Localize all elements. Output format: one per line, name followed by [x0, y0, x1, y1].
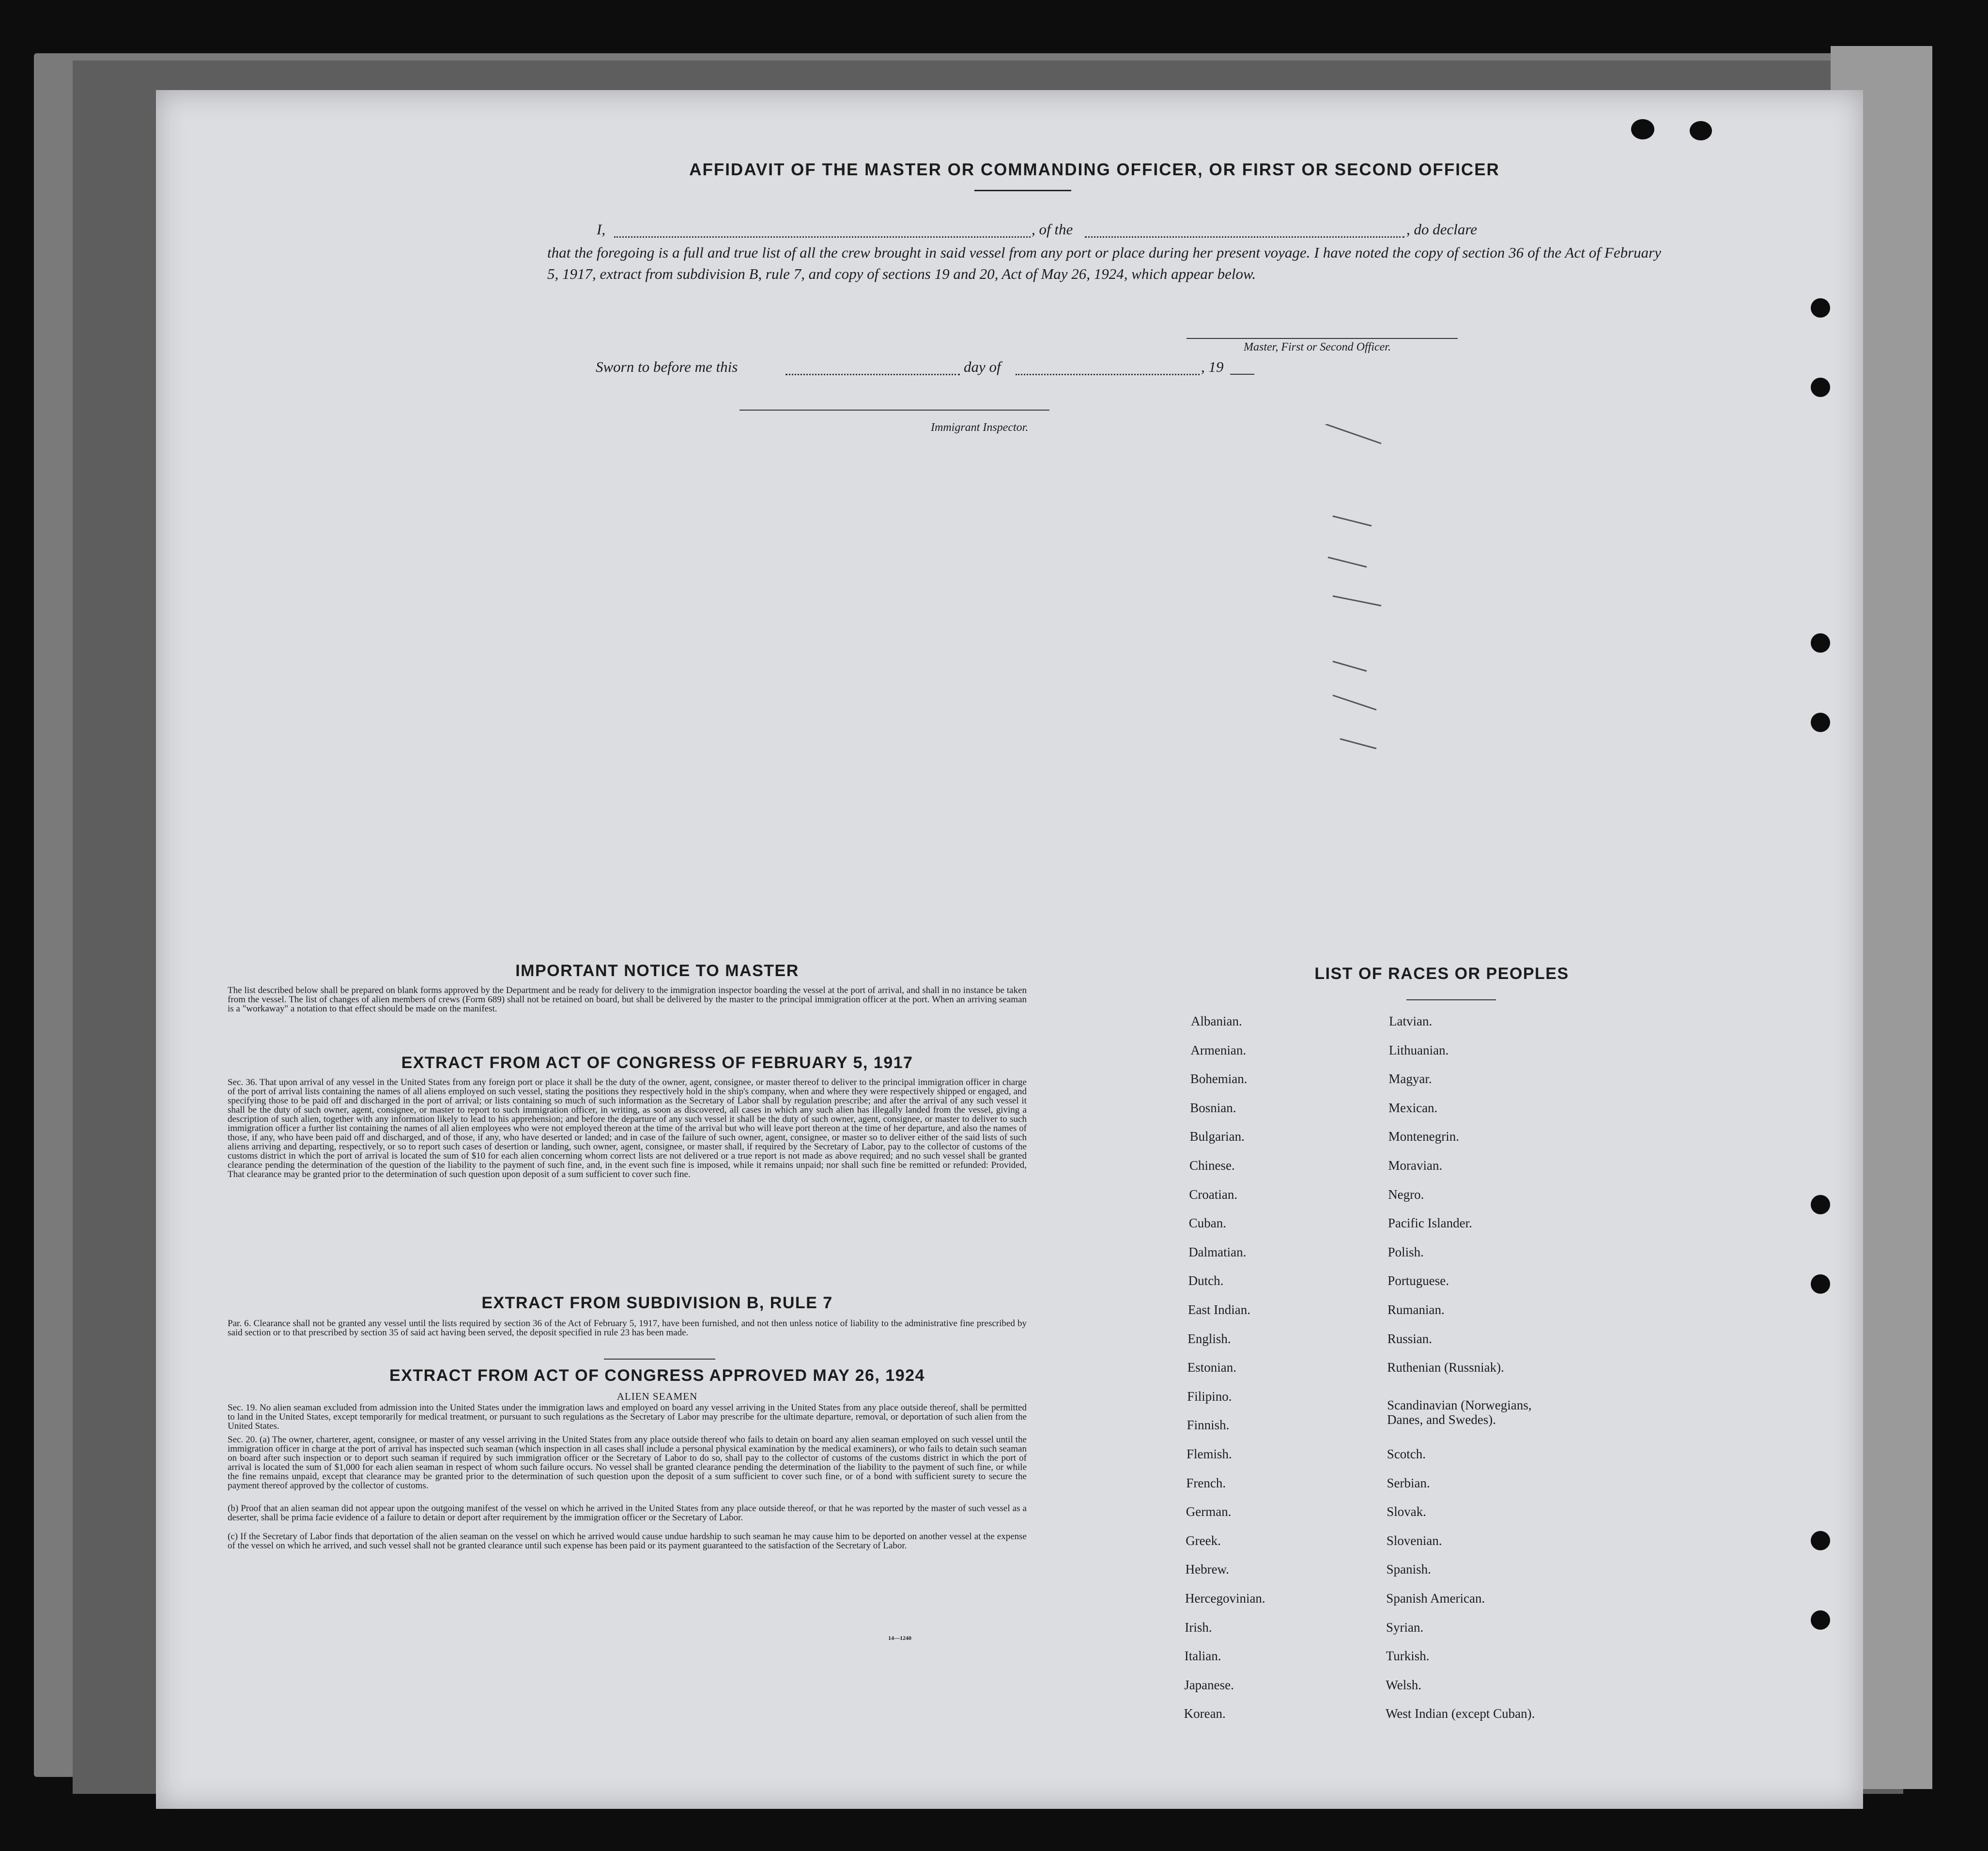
race-item: Finnish. — [1187, 1418, 1230, 1433]
sec20b-text: (b) Proof that an alien seaman did not appear upon the outgoing manifest of the vessel on which he arrived in the United States from any place outside thereof, or that he was reported by the master of such vessel as a deserter, shall be prima facie evidence of a failure to detain or deport after requirement by the immigration officer or the Secretary of Labor. — [228, 1503, 1027, 1523]
race-item: Albanian. — [1191, 1014, 1242, 1028]
punch-hole — [1811, 633, 1830, 653]
punch-hole — [1811, 1610, 1830, 1630]
extract-1924-title: EXTRACT FROM ACT OF CONGRESS APPROVED MAY 26, 1924 — [389, 1366, 925, 1385]
race-item: Cuban. — [1188, 1216, 1227, 1231]
form-number: 14—1240 — [888, 1635, 911, 1641]
race-item: Croatian. — [1189, 1187, 1238, 1202]
master-signature-line[interactable] — [1187, 338, 1458, 339]
punch-hole — [1811, 378, 1830, 397]
race-item: Scotch. — [1387, 1447, 1426, 1461]
sworn-year-field[interactable] — [1230, 374, 1254, 375]
race-item: French. — [1186, 1475, 1226, 1490]
day-of-label: day of — [964, 358, 1001, 375]
race-item: Dutch. — [1188, 1273, 1224, 1288]
race-item: Filipino. — [1187, 1389, 1232, 1404]
race-item: Dalmatian. — [1188, 1244, 1247, 1259]
declaration-text: that the foregoing is a full and true list of all the crew brought in said vessel from any port or place during her present voyage. I have noted the copy of section 36 of the Act of February 5, 1917, extract from subdivision B, rule 7, and copy of sections 19 and 20, Act of May 26, 1924, which appear below. — [547, 244, 1661, 282]
race-item: Hebrew. — [1185, 1562, 1230, 1577]
race-item: Polish. — [1387, 1244, 1424, 1259]
inspector-label: Immigrant Inspector. — [931, 421, 1029, 434]
race-item: Portuguese. — [1387, 1273, 1449, 1288]
document-page — [156, 90, 1863, 1809]
punch-hole — [1811, 1531, 1830, 1550]
extract-1917-text: Sec. 36. That upon arrival of any vessel in the United States from any foreign port or place it shall be the duty of the owner, agent, consignee, or master thereof to deliver to the principal immigration officer in charge of the port of arrival lists containing the names of all aliens employed on such vessel, stating the positions they respectively hold in the ship's company, when and where they were respectively shipped or engaged, and specifying those to be paid off and discharged in the port of arrival; or lists containing so much of such information as the Secretary of Labor shall by regulation prescribe; and after the arrival of any such vessel it shall be the duty of such owner, agent, consignee, or master to report to such immigration officer, in writing, as soon as discovered, all cases in which any such alien has illegally landed from the vessel, giving a description of such alien, together with any information likely to lead to his apprehension; and before the departure of any such vessel it shall be the duty of such owner, agent, consignee, or master to deliver to such immigration officer a further list containing the names of all alien employees who were not employed thereon at the time of the arrival but who will leave port thereon at the time of her departure, and also the names of those, if any, who have been paid off and discharged, and of those, if any, who have deserted or landed; and in case of the failure of such owner, agent, consignee, or master so to deliver either of the said lists of such aliens arriving and departing, respectively, or so to report such cases of desertion or landing, such owner, agent, consignee, or master shall, if required by the Secretary of Labor, pay to the collector of customs of the customs district in which the port of arrival is located the sum of $10 for each alien concerning whom correct lists are not delivered or a true report is not made as above required; and no such vessel shall be granted clearance pending the determination of the question of the liability to the payment of such fine, and, in the event such fine is imposed, while it remains unpaid; nor shall such fine be remitted or refunded: Provided, That clearance may be granted prior to the determination of such question upon deposit of a sum sufficient to cover such fine. — [228, 1077, 1027, 1179]
race-item: Mexican. — [1388, 1100, 1438, 1115]
punch-hole — [1811, 713, 1830, 732]
race-item: Bosnian. — [1190, 1100, 1236, 1115]
sworn-month-field[interactable] — [1016, 374, 1200, 375]
race-item: Rumanian. — [1387, 1302, 1445, 1317]
notice-text: The list described below shall be prepared on blank forms approved by the Department and be ready for delivery to the immigration inspector boarding the vessel at the port of arrival, and shall in no instance be taken from the vessel. The list of changes of alien members of crews (Form 689) shall not be retained on board, but shall be delivered by the master to the principal immigration officer at the port. When an arriving seaman is a "workaway" a notation to that effect should be made on the manifest. — [228, 985, 1027, 1014]
race-item: English. — [1187, 1331, 1231, 1346]
declarant-name-field[interactable] — [614, 236, 1031, 238]
race-item: Pacific Islander. — [1387, 1216, 1472, 1231]
sec19-text: Sec. 19. No alien seaman excluded from admission into the United States under the immigration laws and employed on board any vessel arriving in the United States from any place outside thereof, shall be permitted to land in the United States, except temporarily for medical treatment, or pursuant to such regulations as the Secretary of Labor may prescribe for the ultimate departure, removal, or deportation of such alien from the United States. — [228, 1403, 1027, 1431]
race-item: Moravian. — [1388, 1158, 1443, 1173]
race-item: Welsh. — [1386, 1677, 1421, 1692]
race-item: Scandinavian (Norwegians, Danes, and Swedes). — [1387, 1397, 1532, 1427]
do-declare-label: , do declare — [1406, 221, 1478, 238]
rule7-title: EXTRACT FROM SUBDIVISION B, RULE 7 — [481, 1294, 833, 1312]
race-item: Estonian. — [1187, 1360, 1237, 1375]
title-underline — [974, 190, 1071, 191]
race-item: Slovak. — [1387, 1504, 1426, 1519]
master-signature-label: Master, First or Second Officer. — [1244, 341, 1391, 353]
notice-title: IMPORTANT NOTICE TO MASTER — [515, 962, 799, 980]
race-item: Japanese. — [1184, 1677, 1234, 1692]
section-divider — [604, 1359, 715, 1360]
vessel-name-field[interactable] — [1085, 236, 1404, 238]
race-item: Bohemian. — [1190, 1071, 1248, 1086]
punch-hole — [1631, 119, 1654, 139]
sworn-label: Sworn to before me this — [596, 358, 738, 375]
race-item: Syrian. — [1386, 1620, 1424, 1635]
year-label: , 19 — [1201, 358, 1224, 375]
declarant-label: I, — [597, 221, 606, 238]
races-title-underline — [1406, 999, 1496, 1000]
punch-hole — [1690, 121, 1712, 140]
race-item: Latvian. — [1389, 1014, 1433, 1028]
race-item: Spanish. — [1386, 1562, 1431, 1577]
punch-hole — [1811, 298, 1830, 318]
race-item: Korean. — [1184, 1706, 1226, 1721]
sec20a-text: Sec. 20. (a) The owner, charterer, agent, consignee, or master of any vessel arriving in the United States from any place outside thereof who fails to detain on board any alien seaman employed on such vessel until the immigration officer in charge at the port of arrival has inspected such seaman (which inspection in all cases shall include a personal physical examination by the medical examiners), or who fails to detain such seaman on board after such inspection or to deport such seaman if required by such immigration officer or the Secretary of Labor to do so, shall pay to the collector of customs of the customs district in which the port of arrival is located the sum of $1,000 for each alien seaman in respect of whom such failure occurs. No vessel shall be granted clearance pending the determination of the liability to the payment of such fine, or while the fine remains unpaid, except that clearance may be granted prior to the determination of such question upon the deposit of a sum sufficient to cover such fine, or of a bond with sufficient surety to secure the payment thereof approved by the collector of customs. — [228, 1435, 1027, 1491]
race-item: East Indian. — [1188, 1302, 1250, 1317]
race-item: Lithuanian. — [1388, 1042, 1449, 1057]
race-item: Serbian. — [1387, 1475, 1430, 1490]
race-item: Irish. — [1185, 1620, 1212, 1635]
race-item: West Indian (except Cuban). — [1386, 1706, 1535, 1721]
sworn-day-field[interactable] — [786, 374, 960, 375]
inspector-signature-line[interactable] — [740, 410, 1049, 411]
rule7-text: Par. 6. Clearance shall not be granted any vessel until the lists required by section 36 of the Act of February 5, 1917, have been furnished, and not then unless notice of liability to the administrative fine prescribed by said section or to that prescribed by section 35 of said act having been served, the deposit specified in rule 23 has been made. — [228, 1318, 1027, 1338]
race-item: Chinese. — [1189, 1158, 1235, 1173]
alien-seamen-subtitle: ALIEN SEAMEN — [616, 1391, 698, 1402]
race-item: Magyar. — [1388, 1071, 1432, 1086]
race-item: Turkish. — [1386, 1649, 1430, 1664]
race-item: Flemish. — [1187, 1447, 1232, 1461]
race-item: Spanish American. — [1386, 1591, 1485, 1606]
punch-hole — [1811, 1274, 1830, 1294]
race-item: Ruthenian (Russniak). — [1387, 1360, 1504, 1375]
race-item: German. — [1186, 1504, 1232, 1519]
race-item: Hercegovinian. — [1185, 1591, 1265, 1606]
race-item: Slovenian. — [1386, 1533, 1442, 1548]
affidavit-title: AFFIDAVIT OF THE MASTER OR COMMANDING OFFICER, OR FIRST OR SECOND OFFICER — [689, 160, 1500, 179]
race-item: Montenegrin. — [1388, 1129, 1460, 1144]
race-item: Bulgarian. — [1189, 1129, 1245, 1144]
pencil-marks — [1318, 424, 1391, 860]
sec20c-text: (c) If the Secretary of Labor finds that deportation of the alien seaman on the vessel on which he arrived would cause undue hardship to such seaman he may cause him to be deported on another vessel at the expense of the vessel on which he arrived, and such vessel shall not be granted clearance until such expense has been paid or its payment guaranteed to the satisfaction of the Secretary of Labor. — [228, 1531, 1027, 1551]
race-item: Armenian. — [1190, 1042, 1247, 1057]
race-item: Negro. — [1388, 1187, 1424, 1202]
races-title: LIST OF RACES OR PEOPLES — [1314, 964, 1569, 983]
extract-1917-title: EXTRACT FROM ACT OF CONGRESS OF FEBRUARY 5, 1917 — [401, 1054, 913, 1072]
of-the-label: , of the — [1032, 221, 1073, 238]
punch-hole — [1811, 1195, 1830, 1214]
race-item: Italian. — [1184, 1649, 1221, 1664]
race-item: Greek. — [1186, 1533, 1221, 1548]
race-item: Russian. — [1387, 1331, 1432, 1346]
